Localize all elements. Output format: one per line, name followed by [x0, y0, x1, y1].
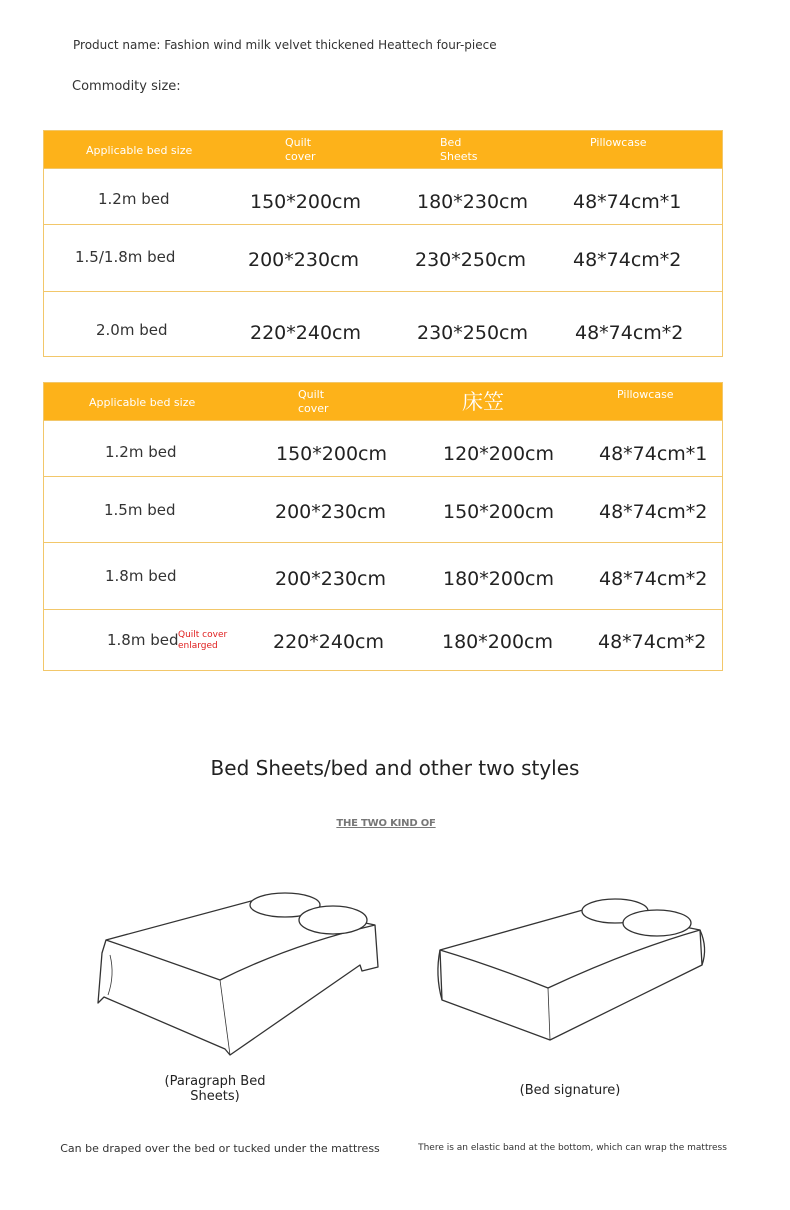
bed-size-cell: 1.2m bed	[98, 190, 170, 208]
sheet-size-cell: 180*230cm	[417, 191, 528, 213]
sheet-size-cell: 230*250cm	[415, 249, 526, 271]
sheet-size-cell: 150*200cm	[443, 501, 554, 523]
flat-sheet-illustration	[90, 885, 390, 1060]
size-table-1	[43, 130, 723, 357]
pillow-size-cell: 48*74cm*2	[599, 568, 708, 590]
quilt-size-cell: 150*200cm	[276, 443, 387, 465]
sheet-size-cell: 180*200cm	[443, 568, 554, 590]
sheet-size-cell: 230*250cm	[417, 322, 528, 344]
flat-sheet-description: Can be draped over the bed or tucked under the mattress	[60, 1142, 380, 1155]
header-quilt-cover: Quilt cover	[285, 136, 316, 163]
quilt-size-cell: 200*230cm	[275, 568, 386, 590]
header-pillowcase: Pillowcase	[617, 388, 674, 401]
header-quilt-cover: Quilt cover	[298, 388, 329, 415]
table-header	[44, 131, 722, 168]
header-pillowcase: Pillowcase	[590, 136, 647, 149]
commodity-size-label: Commodity size:	[72, 79, 181, 94]
table-row	[44, 476, 722, 542]
pillow-size-cell: 48*74cm*2	[575, 322, 684, 344]
header-bed-sheets: Bed Sheets	[440, 136, 478, 163]
table-row	[44, 291, 722, 356]
bed-size-cell: 2.0m bed	[96, 321, 168, 339]
bed-size-cell: 1.5m bed	[104, 501, 176, 519]
bed-size-cell: 1.8m bed	[105, 567, 177, 585]
table-row	[44, 224, 722, 291]
fitted-sheet-illustration	[430, 890, 715, 1045]
quilt-size-cell: 200*230cm	[275, 501, 386, 523]
bed-size-cell: 1.8m bed	[107, 631, 179, 649]
product-name: Product name: Fashion wind milk velvet thickened Heattech four-piece	[73, 38, 497, 52]
quilt-size-cell: 220*240cm	[273, 631, 384, 653]
pillow-size-cell: 48*74cm*1	[599, 443, 708, 465]
table-header	[44, 383, 722, 420]
size-table-2	[43, 382, 723, 671]
sheet-size-cell: 120*200cm	[443, 443, 554, 465]
header-bed-size: Applicable bed size	[89, 396, 196, 409]
quilt-size-cell: 150*200cm	[250, 191, 361, 213]
styles-title: Bed Sheets/bed and other two styles	[210, 756, 580, 780]
enlarged-note: Quilt cover enlarged	[178, 630, 228, 651]
table-row	[44, 542, 722, 609]
styles-subtitle: THE TWO KIND OF	[336, 818, 436, 829]
quilt-size-cell: 200*230cm	[248, 249, 359, 271]
table-row	[44, 609, 722, 671]
fitted-sheet-caption: (Bed signature)	[519, 1083, 621, 1098]
flat-sheet-caption: (Paragraph Bed Sheets)	[164, 1074, 266, 1104]
pillow-size-cell: 48*74cm*2	[573, 249, 682, 271]
fitted-sheet-description: There is an elastic band at the bottom, which can wrap the mattress	[418, 1143, 727, 1153]
pillow-size-cell: 48*74cm*1	[573, 191, 682, 213]
pillow-size-cell: 48*74cm*2	[599, 501, 708, 523]
pillow-size-cell: 48*74cm*2	[598, 631, 707, 653]
header-bed-size: Applicable bed size	[86, 144, 193, 157]
bed-size-cell: 1.2m bed	[105, 443, 177, 461]
bed-size-cell: 1.5/1.8m bed	[75, 248, 176, 266]
header-fitted-sheet: 床笠	[462, 390, 504, 414]
quilt-size-cell: 220*240cm	[250, 322, 361, 344]
sheet-size-cell: 180*200cm	[442, 631, 553, 653]
table-row	[44, 168, 722, 224]
table-row	[44, 420, 722, 476]
